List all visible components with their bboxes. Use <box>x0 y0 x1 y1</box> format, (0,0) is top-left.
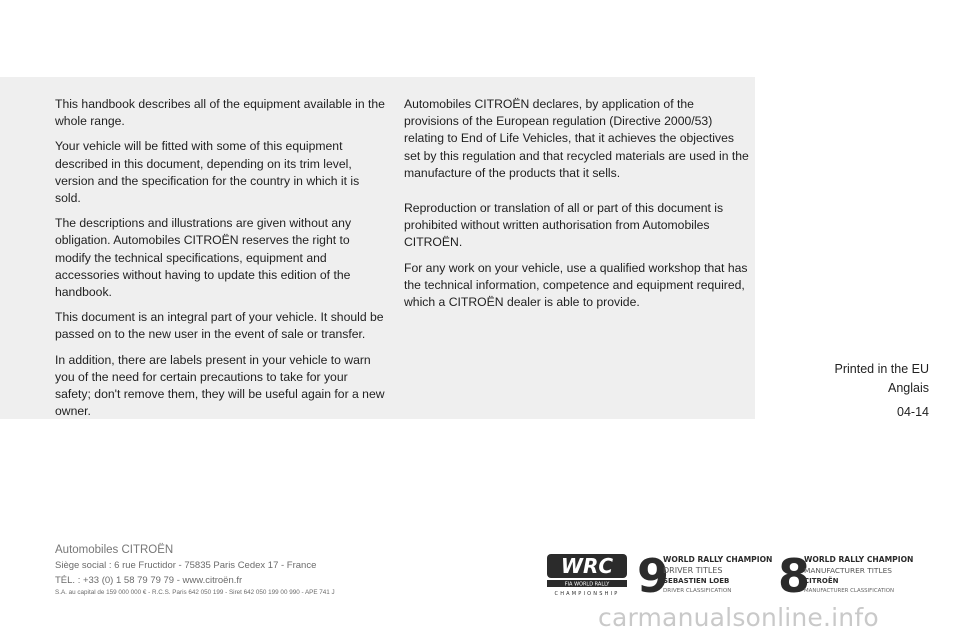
edition-code: 04-14 <box>897 405 929 419</box>
publisher-name: Automobiles CITROËN <box>55 544 174 556</box>
language: Anglais <box>888 381 929 395</box>
left-text-column <box>55 96 385 428</box>
publisher-contact: TÉL. : +33 (0) 1 58 79 79 79 - www.citroën.fr <box>55 575 243 586</box>
printed-in: Printed in the EU <box>834 362 929 376</box>
right-text-column <box>404 96 749 319</box>
paragraph: This document is an integral part of your vehicle. It should be passed on to the new user in the event of sale or transfer. <box>55 310 384 342</box>
paragraph: Automobiles CITROËN declares, by application of the provisions of the European regulation (Directive 2000/53) relating to End of Life Vehicles, that it achieves the objectives set by this regulation and that recycled materials are used in the manufacture of the products that it sells. <box>404 97 749 180</box>
driver-classification: DRIVER CLASSIFICATION <box>663 588 732 594</box>
paragraph: The descriptions and illustrations are given without any obligation. Automobiles CITROËN reserves the right to modify the technical specifications, equipment and accessories without having to update this edition of the handbook. <box>55 216 352 300</box>
driver-titles-number: 9 <box>637 550 670 598</box>
manufacturer-badge-title: WORLD RALLY CHAMPION <box>804 555 914 564</box>
paragraph: This handbook describes all of the equipment available in the whole range. <box>55 97 385 129</box>
svg-text:CHAMPIONSHIP: CHAMPIONSHIP <box>554 591 620 597</box>
driver-champion-badge <box>637 550 772 598</box>
manufacturer-classification: MANUFACTURER CLASSIFICATION <box>804 588 895 594</box>
paragraph: For any work on your vehicle, use a qualified workshop that has the technical information, competence and equipment required, which a CITROËN dealer is able to provide. <box>404 260 748 310</box>
publisher-address: Siège social : 6 rue Fructidor - 75835 Paris Cedex 17 - France <box>55 560 317 571</box>
championship-logos <box>545 550 930 598</box>
driver-badge-subtitle: DRIVER TITLES <box>663 566 723 575</box>
svg-text:FIA WORLD RALLY: FIA WORLD RALLY <box>564 581 610 588</box>
wrc-logo <box>547 554 627 597</box>
paragraph: Reproduction or translation of all or part of this document is prohibited without written authorisation from Automobiles CITROËN. <box>404 201 724 250</box>
manufacturer-badge-subtitle: MANUFACTURER TITLES <box>804 566 892 575</box>
driver-name: SEBASTIEN LOEB <box>663 577 730 585</box>
publisher-legal: S.A. au capital de 159 000 000 € - R.C.S. Paris 642 050 199 - Siret 642 050 199 00 990 - APE 741 J <box>55 589 335 596</box>
manufacturer-name: CITROËN <box>804 577 839 585</box>
manufacturer-champion-badge <box>778 550 913 598</box>
paragraph: In addition, there are labels present in your vehicle to warn you of the need for certain precautions to take for your safety; don't remove them, they will be useful again for a new owner. <box>55 352 385 419</box>
svg-text:WRC: WRC <box>560 554 614 578</box>
watermark: carmanualsonline.info <box>598 603 879 632</box>
manufacturer-titles-number: 8 <box>778 550 811 598</box>
paragraph: Your vehicle will be fitted with some of this equipment described in this document, depending on its trim level, version and the specification for the country in which it is sold. <box>55 139 360 206</box>
driver-badge-title: WORLD RALLY CHAMPION <box>663 555 773 564</box>
